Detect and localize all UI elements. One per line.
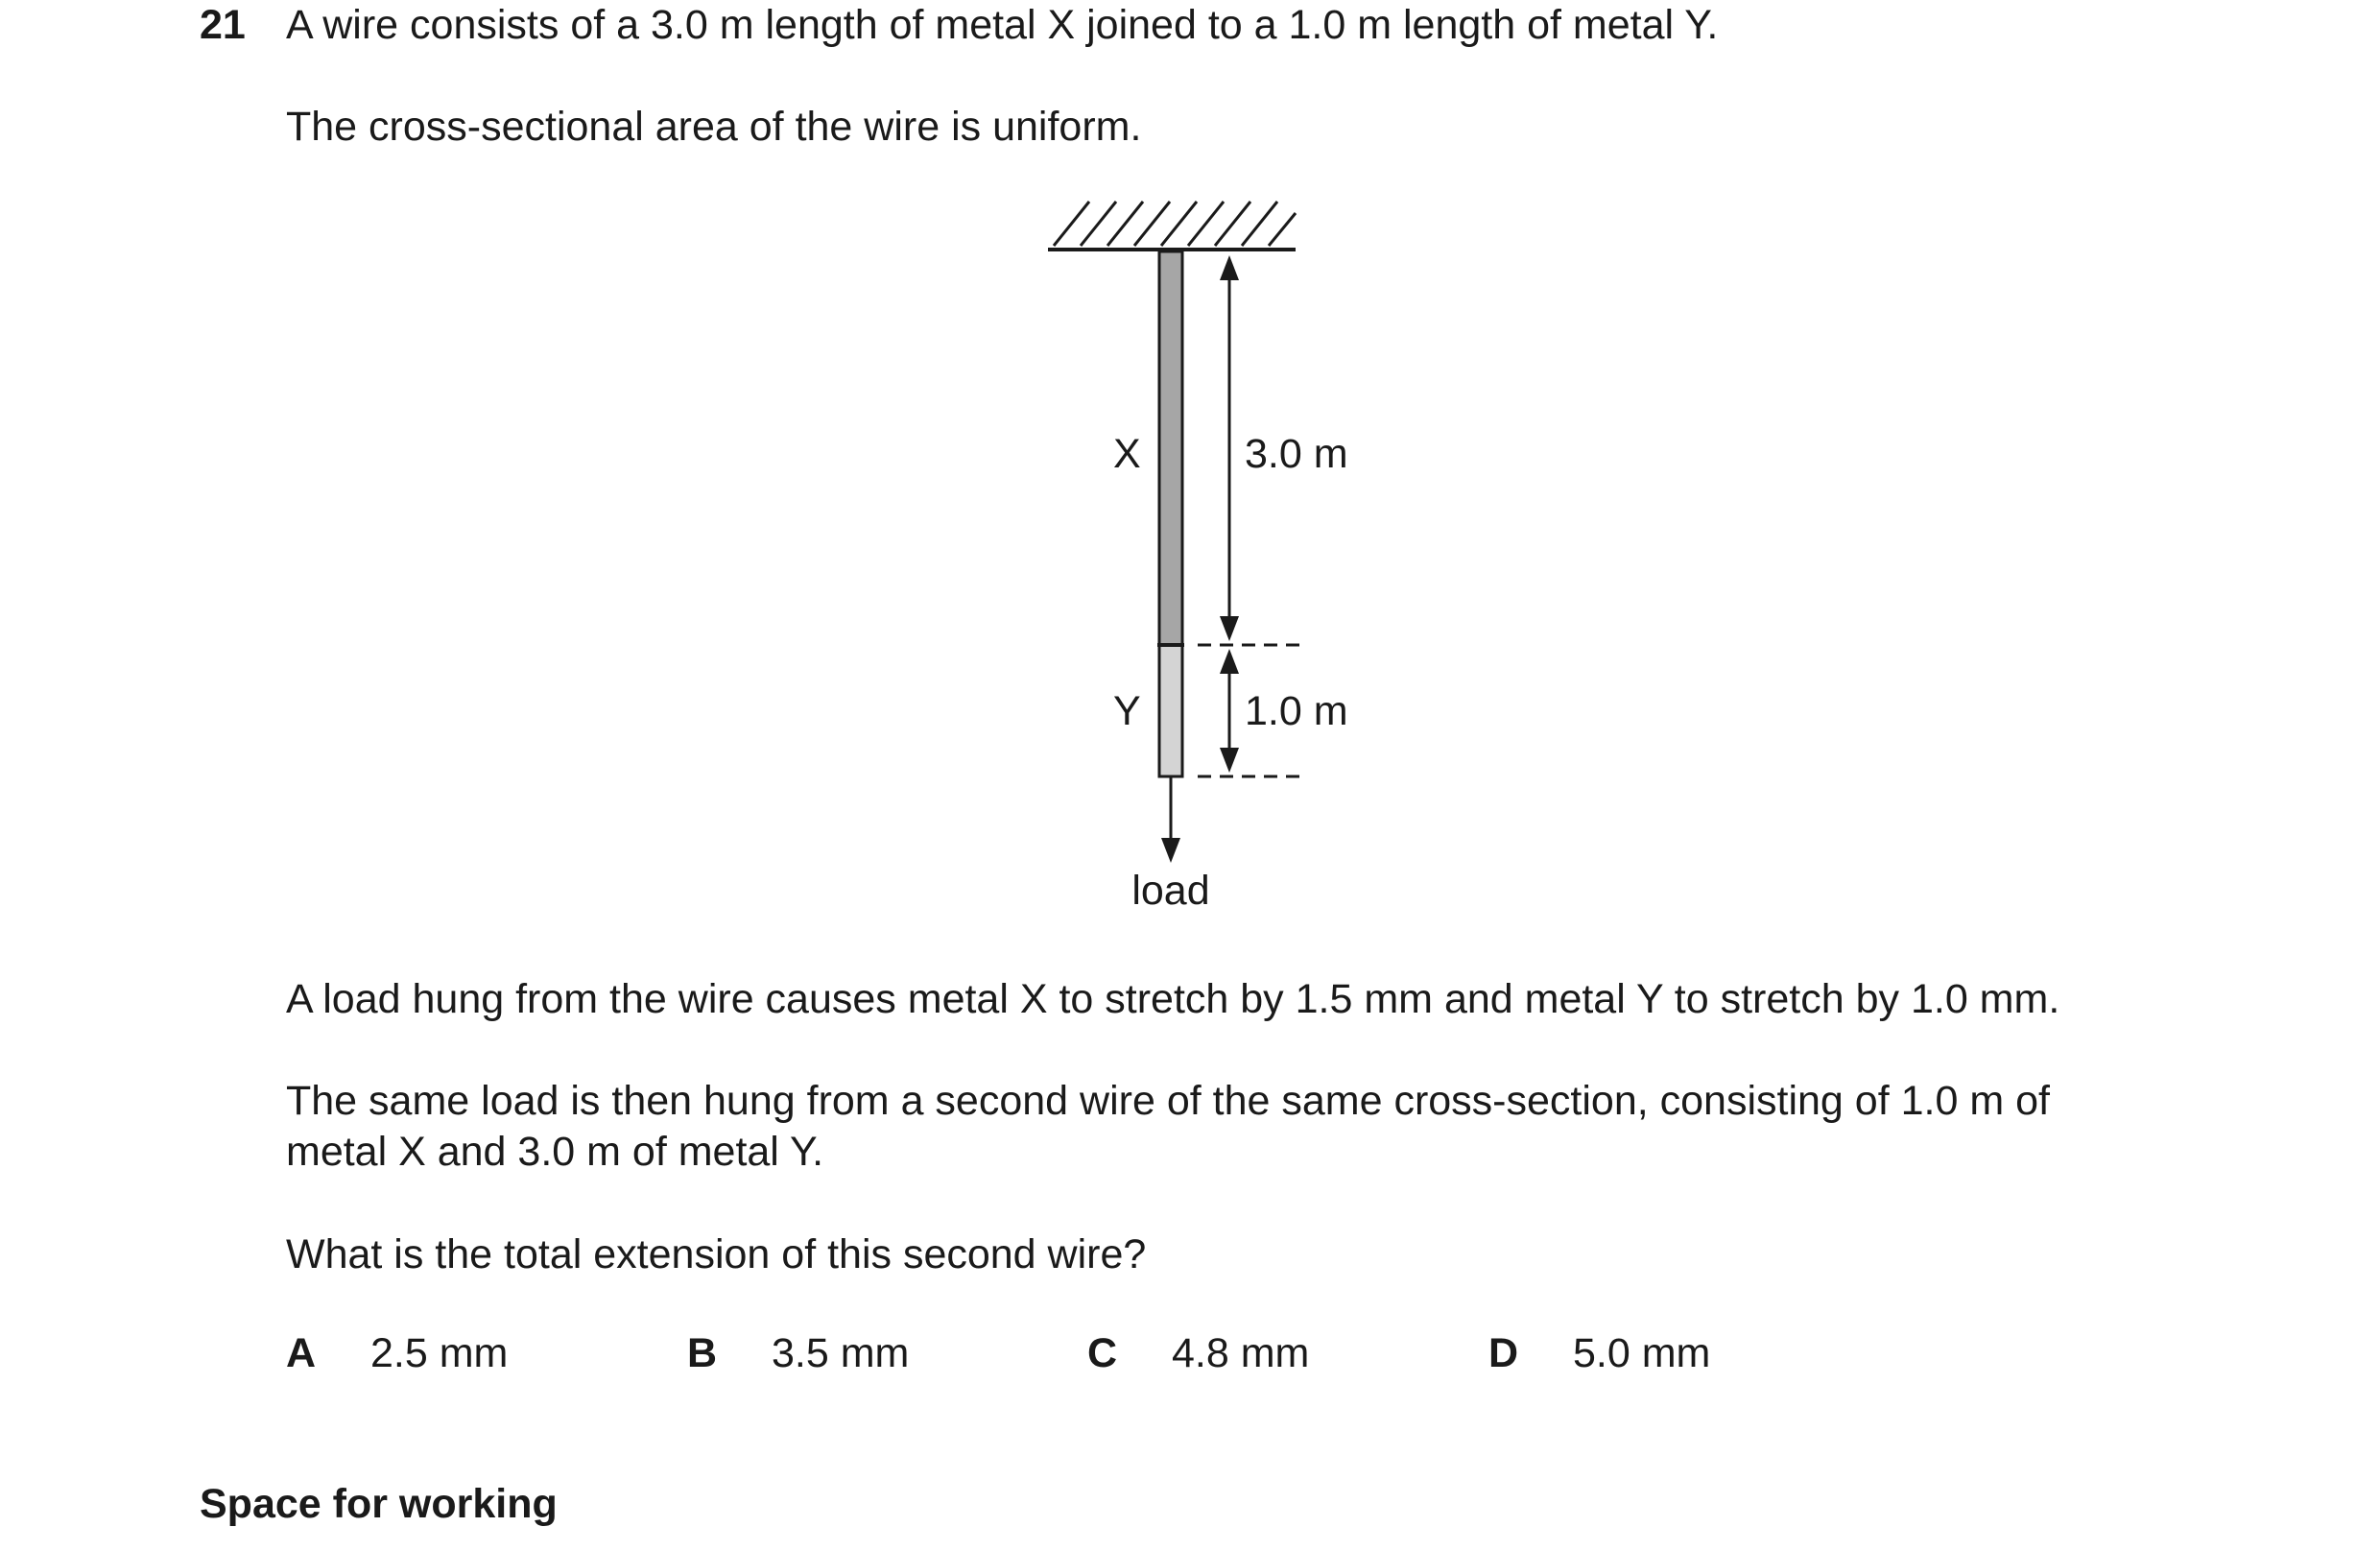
question-second-wire-text: The same load is then hung from a second wire of the same cross-section, consisting of 1.0 m of	[286, 1078, 2050, 1124]
option-d-value[interactable]: 5.0 mm	[1573, 1330, 1711, 1376]
metal-x-label: X	[1113, 431, 1141, 477]
length-x-label: 3.0 m	[1245, 431, 1348, 477]
question-prompt: What is the total extension of this second wire?	[286, 1231, 1147, 1277]
length-y-dimension-arrow	[1220, 649, 1239, 773]
option-d-letter[interactable]: D	[1488, 1330, 1519, 1376]
option-b-value[interactable]: 3.5 mm	[772, 1330, 910, 1376]
question-number: 21	[200, 2, 246, 48]
option-c-letter[interactable]: C	[1087, 1330, 1118, 1376]
ceiling-support	[1048, 202, 1296, 250]
question-stretch-text: A load hung from the wire causes metal X to stretch by 1.5 mm and metal Y to stretch by 1.0 mm.	[286, 976, 2060, 1022]
metal-x-segment	[1159, 251, 1182, 645]
option-a-letter[interactable]: A	[286, 1330, 317, 1376]
option-c-value[interactable]: 4.8 mm	[1172, 1330, 1310, 1376]
question-intro-text: A wire consists of a 3.0 m length of metal X joined to a 1.0 m length of metal Y.	[286, 2, 1719, 48]
question-cross-section-text: The cross-sectional area of the wire is uniform.	[286, 104, 1142, 150]
length-y-label: 1.0 m	[1245, 688, 1348, 734]
metal-y-label: Y	[1113, 688, 1141, 734]
metal-y-segment	[1159, 645, 1182, 776]
load-label: load	[1131, 868, 1210, 914]
working-space-heading: Space for working	[200, 1481, 558, 1527]
option-a-value[interactable]: 2.5 mm	[370, 1330, 509, 1376]
length-x-dimension-arrow	[1220, 255, 1239, 641]
option-b-letter[interactable]: B	[687, 1330, 718, 1376]
load-arrow	[1161, 776, 1180, 863]
question-second-wire-text-continued: metal X and 3.0 m of metal Y.	[286, 1129, 824, 1175]
